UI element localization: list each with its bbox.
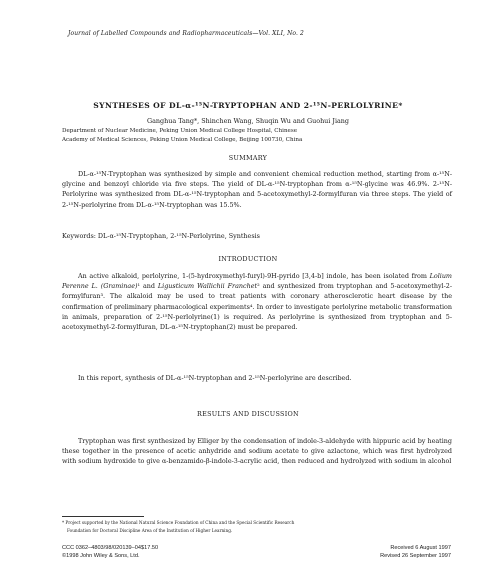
author-list: Ganghua Tang*, Shinchen Wang, Shuqin Wu and Guohui Jiang	[147, 117, 349, 125]
summary-text: DL-α-¹⁵N-Tryptophan was synthesized by simple and convenient chemical reduction method, starting from α-¹⁵N-glycine and benzoyl chloride via five steps. The yield of DL-α-¹⁵N-tryptophan from α-¹⁵N-glycine was 46.9%. 2-¹⁵N-Perlolyrine was synthesized from DL-α-¹⁵N-tryptophan and 5-acetoxymethyl-2-formylfuran via three steps. The yield of 2-¹⁵N-perlolyrine from DL-α-¹⁵N-tryptophan was 15.5%.	[62, 170, 452, 209]
results-paragraph-1	[62, 436, 452, 467]
intro-text-c: ² and synthesized from tryptophan and 5-acetoxymethyl-2-formylfuran³. The alkaloid may be used to treat patients with coronary atherosclerotic heart disease by the confirmation of preliminary pharmacological experiments⁴. In order to investigate perlolyrine metabolic transformation in animals, preparation of 2-¹⁵N-perlolyrine(1) is required. As perlolyrine is synthesized from tryptophan and 5-acetoxymethyl-2-formylfuran, DL-α-¹⁵N-tryptophan(2) must be prepared.	[62, 282, 452, 332]
copyright: ©1998 John Wiley & Sons, Ltd.	[62, 553, 140, 560]
summary-paragraph	[62, 169, 452, 210]
species-name-2: Ligusticum Wallichii Franchet	[157, 282, 258, 291]
results-heading: RESULTS AND DISCUSSION	[197, 410, 299, 418]
introduction-paragraph-2	[62, 373, 452, 383]
affiliation-line-1: Department of Nuclear Medicine, Peking Union Medical College Hospital, Chinese	[62, 128, 298, 134]
results-text: Tryptophan was first synthesized by Elliger by the condensation of indole-3-aldehyde with hippuric acid by heating these together in the presence of acetic anhydride and sodium acetate to give azlactone, which was first hydrolyzed with sodium hydroxide to give α-benzamido-β-indole-3-acrylic acid, then reduced and hydrolyzed with sodium in alcohol	[62, 437, 452, 466]
received-date: Received 6 August 1997	[390, 545, 451, 551]
affiliation-line-2: Academy of Medical Sciences, Peking Union Medical College, Beijing 100730, China	[62, 137, 303, 143]
revised-date: Revised 26 September 1997	[380, 553, 451, 560]
intro-text-b: ¹ and	[137, 282, 158, 291]
species-name-1: Lolium Perenne L. (Graminae)	[62, 272, 452, 291]
affiliation	[62, 127, 452, 145]
summary-heading: SUMMARY	[228, 154, 268, 162]
running-header: Journal of Labelled Compounds and Radiopharmaceuticals—Vol. XLI, No. 2	[68, 30, 304, 37]
intro-text-a: An active alkaloid, perlolyrine, 1-(5-hydroxymethyl-furyl)-9H-pyrido [3,4-b] indole, has been isolated from	[78, 272, 430, 280]
footnote-line-2: Foundation for Doctoral Discipline Area of the Institution of Higher Learning.	[67, 527, 233, 533]
introduction-heading: INTRODUCTION	[218, 255, 278, 263]
dates-info	[333, 544, 451, 560]
intro-text-2: In this report, synthesis of DL-α-¹⁵N-tryptophan and 2-¹⁵N-perlolyrine are described.	[78, 374, 352, 382]
footnote	[62, 519, 452, 534]
publication-info	[62, 544, 158, 560]
ccc-code: CCC 0362–4803/98/020139–04$17.50	[62, 545, 159, 551]
footnote-rule	[62, 516, 144, 517]
paper-title: SYNTHESES OF DL-α-¹⁵N-TRYPTOPHAN AND 2-¹⁵N-PERLOLYRINE*	[93, 101, 403, 110]
footnote-line-1: * Project supported by the National Natural Science Foundation of China and the Special Scientific Research	[62, 520, 295, 525]
keywords: Keywords: DL-α-¹⁵N-Tryptophan, 2-¹⁵N-Perlolyrine, Synthesis	[62, 232, 260, 240]
introduction-paragraph-1	[62, 271, 452, 332]
